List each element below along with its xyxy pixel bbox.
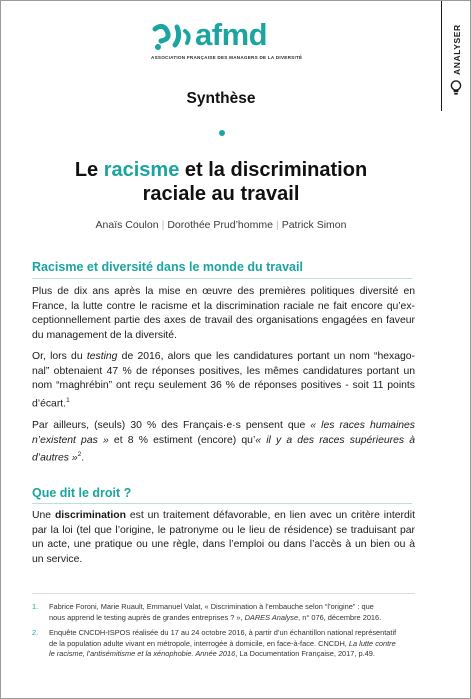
text-line: France, la lutte contre le racisme et la discrimination raciale ne fait encore qu’ex- — [32, 300, 415, 312]
text-line — [32, 394, 415, 412]
lightbulb-icon — [449, 79, 463, 97]
text-line: Plus de dix ans après la mise en œuvre des premières politiques diversité en — [32, 286, 415, 297]
paragraph — [32, 509, 415, 567]
emphasis: DARES Analyse — [244, 612, 299, 622]
paragraph — [32, 419, 415, 466]
title-text: et la discrimination — [179, 159, 368, 181]
accent-dot — [219, 130, 225, 136]
emphasis: « les races humaines — [310, 420, 415, 431]
footnote-number: 1. — [32, 602, 39, 611]
text-line: un service. — [32, 553, 83, 565]
title-line-2: raciale au travail — [142, 183, 300, 205]
text-line — [32, 419, 415, 434]
text-run: et 8 % estiment (encore) qu’ — [108, 434, 256, 446]
footnote — [32, 628, 415, 660]
title-text: Le — [74, 159, 104, 181]
text-run: Une — [32, 510, 55, 521]
text-line: un acte, une pratique ou une règle, dans l’emploi ou dans l’accès à un bien ou à — [32, 539, 415, 551]
strong-term: discrimination — [54, 510, 126, 521]
footnote-line — [32, 639, 415, 650]
text-run: Or, lors du — [32, 351, 87, 362]
text-run: . — [81, 452, 85, 464]
author-separator: | — [275, 219, 279, 231]
author-separator: | — [161, 219, 165, 231]
text-line — [32, 434, 415, 449]
side-tab — [441, 1, 471, 699]
text-run: , n° 076, décembre 2016. — [298, 612, 382, 622]
text-run: de la population adulte vivant en métropole, interrogée à domicile, en face-à-face. CNCDH, — [49, 638, 349, 648]
author: Anaïs Coulon — [95, 219, 159, 231]
afmd-logo — [151, 17, 311, 63]
footnote-line — [32, 649, 415, 660]
section-heading: Que dit le droit ? — [32, 486, 132, 500]
text-run: nous apprend le testing auprès de grandes entreprises ? », — [49, 612, 245, 622]
text-run: Par ailleurs, (seuls) 30 % des Français·e·s pensent que — [32, 420, 311, 431]
emphasis: « il y a des races supérieures à — [255, 434, 416, 446]
footnote-number: 2. — [32, 628, 39, 637]
author: Patrick Simon — [281, 219, 347, 231]
section-rule — [32, 278, 412, 279]
footnote-line: Fabrice Foroni, Marie Ruault, Emmanuel Valat, « Discrimination à l’embauche selon “l’origine” : que — [49, 602, 374, 611]
authors — [1, 219, 441, 231]
emphasis: d’autres » — [32, 452, 78, 464]
side-tab-label: ANALYSER — [451, 24, 462, 75]
paragraph — [32, 350, 415, 412]
text-run: , La Documentation Française, 2017, p.49. — [235, 649, 375, 659]
text-line: nom “maghrébin” ont reçu seulement 36 % de réponses positives - soit 11 points — [32, 380, 415, 392]
emphasis: le racisme, l’antisémitisme et la xénophobie. Année 2016 — [49, 649, 236, 659]
text-run: est un traitement défavorable, en lien avec un critère interdit — [125, 510, 415, 521]
logo-tagline: ASSOCIATION FRANÇAISE DES MANAGERS DE LA DIVERSITÉ — [151, 55, 303, 60]
footnote-line: Enquête CNCDH-ISPOS réalisée du 17 au 24 octobre 2016, à partir d’un échantillon national représentatif — [49, 628, 397, 637]
text-line: ceptionnellement partie des axes de travail des organisations engagées en faveur — [32, 315, 415, 327]
emphasis: testing — [86, 351, 118, 362]
footnote-rule — [32, 593, 415, 594]
footnote-ref: 2 — [77, 451, 82, 459]
text-line — [32, 350, 415, 365]
logo-mark-icon — [151, 21, 195, 51]
footnote-line — [32, 613, 415, 624]
section-heading: Racisme et diversité dans le monde du travail — [32, 260, 303, 274]
text-line — [32, 448, 415, 466]
emphasis: n’existent pas » — [32, 434, 109, 446]
text-run: de 2016, alors que les candidatures portant un nom “hexago- — [117, 351, 415, 362]
document-type: Synthèse — [186, 90, 256, 107]
text-line: par la loi (tel que l’origine, le patronyme ou le lieu de résidence) se traduisant par — [32, 524, 415, 536]
page-title — [1, 158, 441, 206]
title-accent-word: racisme — [103, 159, 180, 181]
side-tab-label-wrap — [441, 24, 471, 75]
section-rule — [32, 503, 412, 504]
title-line-1 — [1, 158, 441, 182]
paragraph — [32, 285, 415, 343]
logo-wordmark: afmd — [195, 17, 268, 52]
text-run: d’écart. — [32, 398, 67, 410]
footnote — [32, 602, 415, 623]
emphasis: La lutte contre — [348, 638, 396, 648]
text-line: nal” obtenaient 47 % de réponses positives, les mêmes candidatures portant un — [32, 365, 415, 377]
author: Dorothée Prud’homme — [167, 219, 273, 231]
text-line — [32, 509, 415, 524]
footnote-ref: 1 — [66, 396, 70, 404]
text-line: du management de la diversité. — [32, 329, 177, 341]
